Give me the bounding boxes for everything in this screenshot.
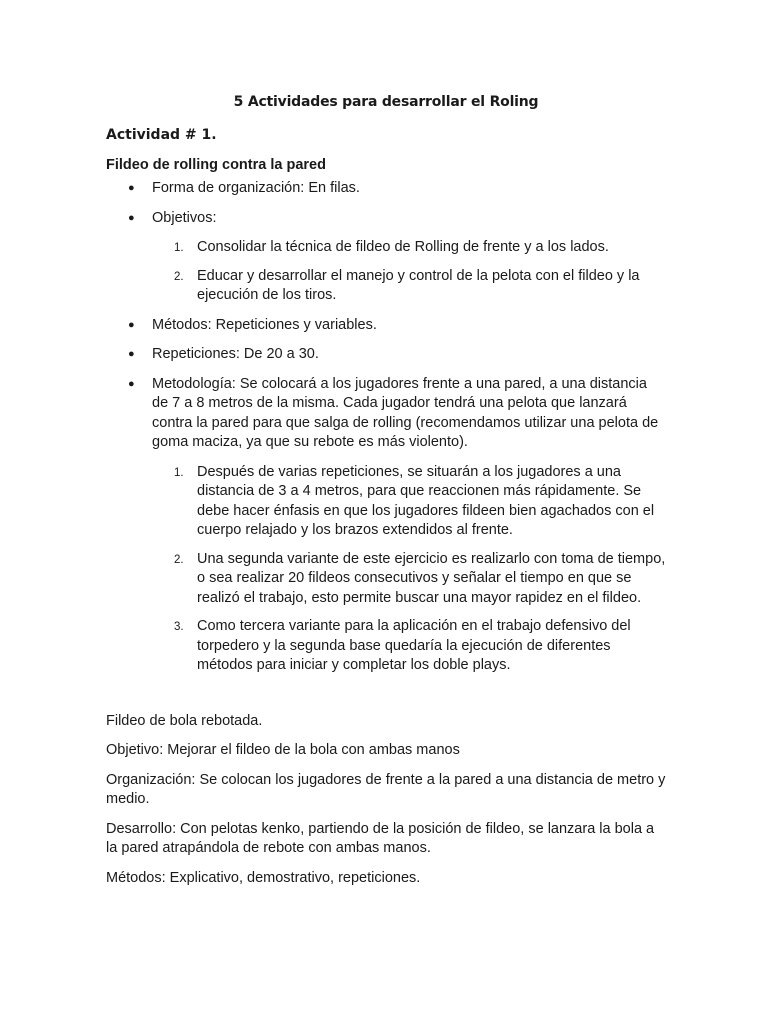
bullet-icon: ● bbox=[128, 348, 135, 360]
objectives-list bbox=[152, 238, 666, 306]
list-number: 1. bbox=[174, 466, 184, 479]
bullet-icon: ● bbox=[128, 211, 135, 224]
bullet-item-organization bbox=[106, 179, 666, 199]
section-bounced-ball bbox=[106, 712, 666, 889]
list-item-text: Consolidar la técnica de fildeo de Rolling de frente y a los lados. bbox=[197, 239, 609, 255]
list-item bbox=[152, 463, 666, 541]
list-item bbox=[152, 617, 666, 676]
bullet-text: Forma de organización: En filas. bbox=[152, 180, 360, 196]
bullet-item-repetitions bbox=[106, 345, 666, 365]
activity-number: Actividad # 1. bbox=[106, 127, 217, 143]
bullet-icon: ● bbox=[128, 182, 135, 194]
list-item bbox=[152, 267, 666, 306]
document-title: 5 Actividades para desarrollar el Roling bbox=[233, 94, 539, 110]
list-number: 2. bbox=[174, 270, 184, 283]
bullet-icon: ● bbox=[128, 318, 135, 331]
bullet-text: Objetivos: bbox=[152, 209, 217, 226]
methods-paragraph: Métodos: Explicativo, demostrativo, repeticiones. bbox=[106, 869, 421, 886]
list-item bbox=[152, 238, 666, 258]
activity-heading: Fildeo de rolling contra la pared bbox=[106, 157, 326, 173]
list-item-text: Una segunda variante de este ejercicio es realizarlo con toma de tiempo, o sea realizar 20 fildeos consecutivos y señalar el tiempo en que se realizó el trabajo, esto permite buscar una mayor rapidez en el fildeo. bbox=[197, 550, 666, 606]
activity-bullet-list bbox=[106, 179, 666, 676]
list-item bbox=[152, 550, 666, 609]
list-item-text: Educar y desarrollar el manejo y control de la pelota con el fildeo y la ejecución de los tiros. bbox=[197, 267, 640, 303]
list-number: 2. bbox=[174, 553, 184, 566]
bullet-text: Metodología: Se colocará a los jugadores frente a una pared, a una distancia de 7 a 8 metros de la misma. Cada jugador tendrá una pelota que lanzará contra la pared para que salga de rolling (recomendamos utilizar una pelota de goma maciza, ya que su rebote es más violento). bbox=[152, 375, 659, 450]
bullet-item-objectives bbox=[106, 209, 666, 306]
objective-paragraph: Objetivo: Mejorar el fildeo de la bola con ambas manos bbox=[106, 742, 460, 758]
bullet-text: Repeticiones: De 20 a 30. bbox=[152, 346, 319, 362]
list-number: 3. bbox=[174, 621, 184, 633]
bullet-item-methodology bbox=[106, 375, 666, 676]
document-page bbox=[106, 92, 666, 898]
bullet-icon: ● bbox=[128, 377, 135, 390]
bullet-text: Métodos: Repeticiones y variables. bbox=[152, 316, 377, 333]
variants-list bbox=[152, 463, 666, 676]
list-number: 1. bbox=[174, 242, 184, 254]
organization-paragraph: Organización: Se colocan los jugadores de frente a la pared a una distancia de metro y medio. bbox=[106, 771, 666, 807]
list-item-text: Después de varias repeticiones, se situarán a los jugadores a una distancia de 3 a 4 metros, para que reaccionen más rápidamente. Se debe hacer énfasis en que los jugadores fildeen bien agachados con el cuerpo relajado y los brazos extendidos al frente. bbox=[197, 463, 655, 538]
bullet-item-methods bbox=[106, 316, 666, 336]
section-heading: Fildeo de bola rebotada. bbox=[106, 712, 263, 729]
list-item-text: Como tercera variante para la aplicación en el trabajo defensivo del torpedero y la segunda base quedaría la ejecución de diferentes métodos para iniciar y completar los doble plays. bbox=[197, 618, 631, 673]
development-paragraph: Desarrollo: Con pelotas kenko, partiendo de la posición de fildeo, se lanzara la bola a la pared atrapándola de rebote con ambas manos. bbox=[106, 820, 655, 856]
